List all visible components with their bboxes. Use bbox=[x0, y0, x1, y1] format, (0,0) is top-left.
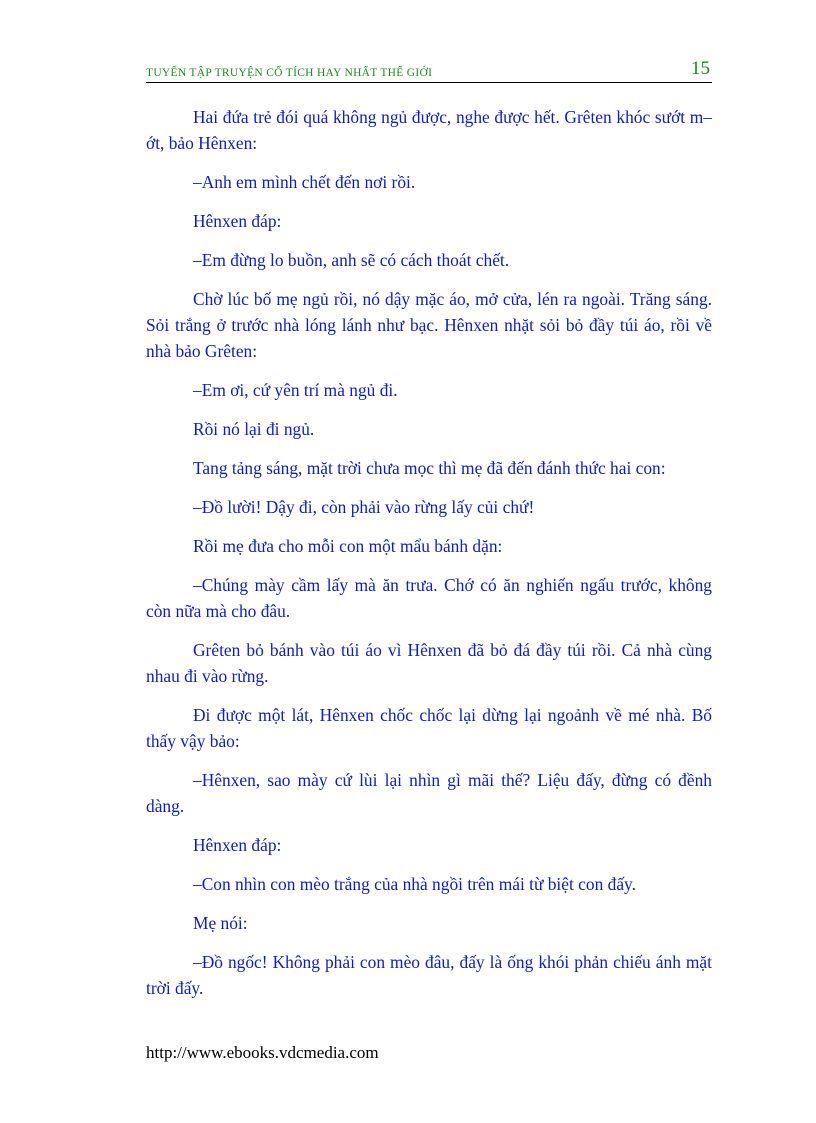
page-header bbox=[146, 60, 712, 83]
paragraph: Rồi nó lại đi ngủ. bbox=[193, 419, 315, 439]
paragraph: –Em ơi, cứ yên trí mà ngủ đi. bbox=[193, 380, 398, 400]
paragraph: –Em đừng lo buồn, anh sẽ có cách thoát chết. bbox=[193, 250, 510, 270]
paragraph: –Con nhìn con mèo trắng của nhà ngồi trên mái từ biệt con đấy. bbox=[193, 874, 636, 894]
paragraph: Hênxen đáp: bbox=[193, 211, 282, 231]
paragraph: –Hênxen, sao mày cứ lùi lại nhìn gì mãi thế? Liệu đấy, đừng có đềnh dàng. bbox=[146, 770, 712, 816]
paragraph: Đi được một lát, Hênxen chốc chốc lại dừng lại ngoảnh về mé nhà. Bố thấy vậy bảo: bbox=[146, 705, 712, 751]
paragraph: Hai đứa trẻ đói quá không ngủ được, nghe được hết. Grêten khóc sướt m–ớt, bảo Hênxen: bbox=[146, 107, 712, 153]
paragraph: Grêten bỏ bánh vào túi áo vì Hênxen đã bỏ đá đầy túi rồi. Cả nhà cùng nhau đi vào rừng. bbox=[146, 640, 712, 686]
paragraph: –Đồ ngốc! Không phải con mèo đâu, đấy là ống khói phản chiếu ánh mặt trời đấy. bbox=[146, 952, 712, 998]
story-text bbox=[146, 104, 712, 1014]
page-number: 15 bbox=[691, 58, 710, 79]
paragraph: Hênxen đáp: bbox=[193, 835, 282, 855]
paragraph: Rồi mẹ đưa cho mỗi con một mẩu bánh dặn: bbox=[193, 536, 503, 556]
footer-url[interactable]: http://www.ebooks.vdcmedia.com bbox=[146, 1043, 379, 1062]
book-title: TUYỂN TẬP TRUYỆN CỔ TÍCH HAY NHẤT THẾ GIỚI bbox=[146, 67, 433, 79]
paragraph: Tang tảng sáng, mặt trời chưa mọc thì mẹ đã đến đánh thức hai con: bbox=[193, 458, 666, 478]
paragraph: Mẹ nói: bbox=[193, 913, 248, 933]
paragraph: –Chúng mày cầm lấy mà ăn trưa. Chớ có ăn nghiến ngấu trước, không còn nữa mà cho đâu. bbox=[146, 575, 712, 621]
paragraph: –Đồ lười! Dậy đi, còn phải vào rừng lấy củi chứ! bbox=[193, 497, 535, 517]
paragraph: –Anh em mình chết đến nơi rồi. bbox=[193, 172, 416, 192]
paragraph: Chờ lúc bố mẹ ngủ rồi, nó dậy mặc áo, mở cửa, lén ra ngoài. Trăng sáng. Sỏi trắng ở trước nhà lóng lánh như bạc. Hênxen nhặt sỏi bỏ đầy túi áo, rồi về nhà bảo Grêten: bbox=[146, 289, 712, 361]
